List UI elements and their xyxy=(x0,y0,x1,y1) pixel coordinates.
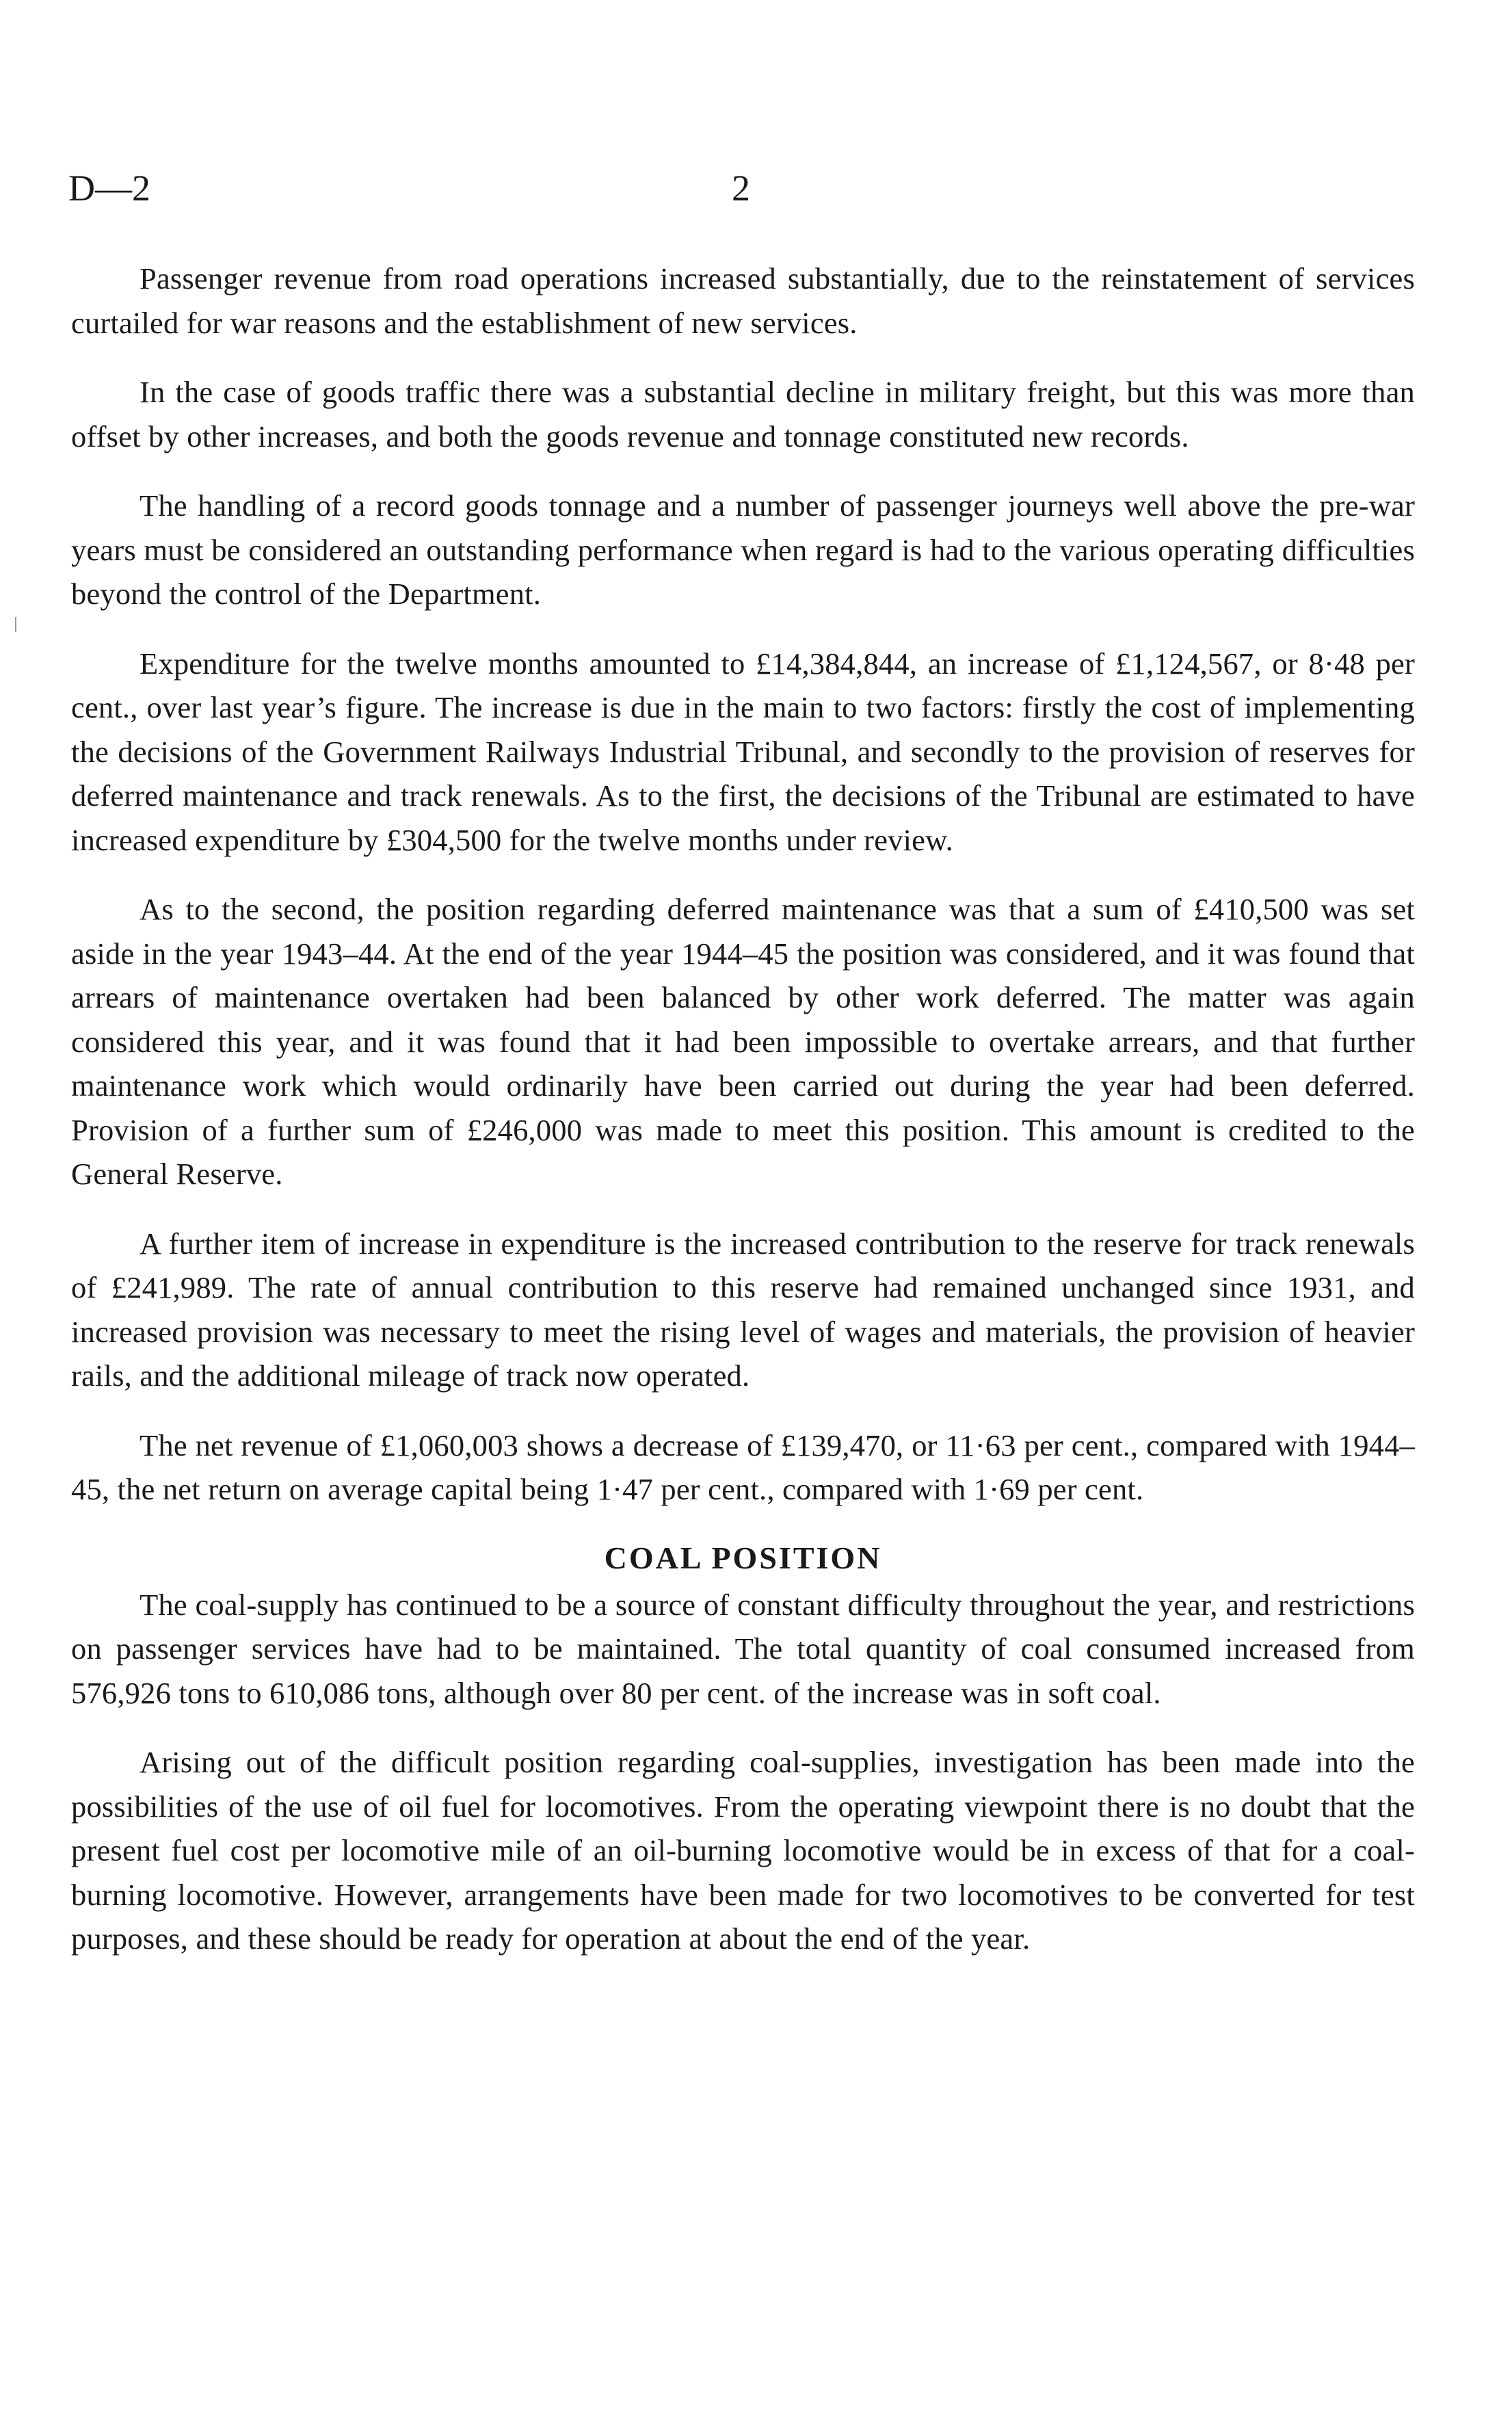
paragraph-deferred-maintenance: As to the second, the position regarding deferred maintenance was that a sum of £410,500 was set aside in the year 1943–44. At the end of the year 1944–45 the position was considered, and it was found that arrears of maintenance overtaken had been balanced by other work deferred. The matter was again considered this year, and it was found that it had been impossible to overtake arrears, and that further maintenance work which would ordinarily have been carried out during the year had been deferred. Provision of a further sum of £246,000 was made to meet this position. This amount is credited to the General Reserve. xyxy=(71,892,1415,1191)
paragraph-track-renewals: A further item of increase in expenditure is the increased contribution to the reserve for track renewals of £241,989. The rate of annual contribution to this reserve had remained unchanged since 1931, and increased provision was necessary to meet the rising level of wages and materials, the provision of heavier rails, and the additional mileage of track now operated. xyxy=(71,1226,1415,1393)
paragraph-net-revenue: The net revenue of £1,060,003 shows a decrease of £139,470, or 11·63 per cent., compared with 1944–45, the net return on average capital being 1·47 per cent., compared with 1·69 per cent. xyxy=(71,1428,1415,1506)
paragraph-expenditure: Expenditure for the twelve months amounted to £14,384,844, an increase of £1,124,567, or 8·48 per cent., over last year’s figure. The increase is due in the main to two factors: firstly the cost of implementing the decisions of the Government Railways Industrial Tribunal, and secondly to the provision of reserves for deferred maintenance and track renewals. As to the first, the decisions of the Tribunal are estimated to have increased expenditure by £304,500 for the twelve months under review. xyxy=(71,646,1415,857)
page-number: 2 xyxy=(732,168,750,209)
paragraph-coal-supply: The coal-supply has continued to be a source of constant difficulty throughout the year, and restrictions on passenger services have had to be maintained. The total quantity of coal consumed increased from 576,926 tons to 610,086 tons, although over 80 per cent. of the increase was in soft coal. xyxy=(71,1587,1415,1710)
document-reference: D—2 xyxy=(68,168,150,209)
paragraph-goods-traffic: In the case of goods traffic there was a substantial decline in military freight, but this was more than offset by other increases, and both the goods revenue and tonnage constituted new records. xyxy=(71,375,1415,454)
margin-mark xyxy=(15,617,16,632)
paragraph-oil-fuel: Arising out of the difficult position regarding coal-supplies, investigation has been made into the possibilities of the use of oil fuel for locomotives. From the operating viewpoint there is no doubt that the present fuel cost per locomotive mile of an oil-burning locomotive would be in excess of that for a coal-burning locomotive. However, arrangements have been made for two locomotives to be converted for test purposes, and these should be ready for operation at about the end of the year. xyxy=(71,1745,1415,1956)
paragraph-passenger-revenue: Passenger revenue from road operations increased substantially, due to the reinstatement of services curtailed for war reasons and the establishment of new services. xyxy=(71,261,1415,340)
paragraph-record-tonnage: The handling of a record goods tonnage and a number of passenger journeys well above the pre-war years must be considered an outstanding performance when regard is had to the various operating difficulties beyond the control of the Department. xyxy=(71,488,1415,611)
section-heading-coal-position: COAL POSITION xyxy=(604,1540,882,1575)
page-header xyxy=(68,168,1444,222)
body-text xyxy=(71,257,1415,1986)
